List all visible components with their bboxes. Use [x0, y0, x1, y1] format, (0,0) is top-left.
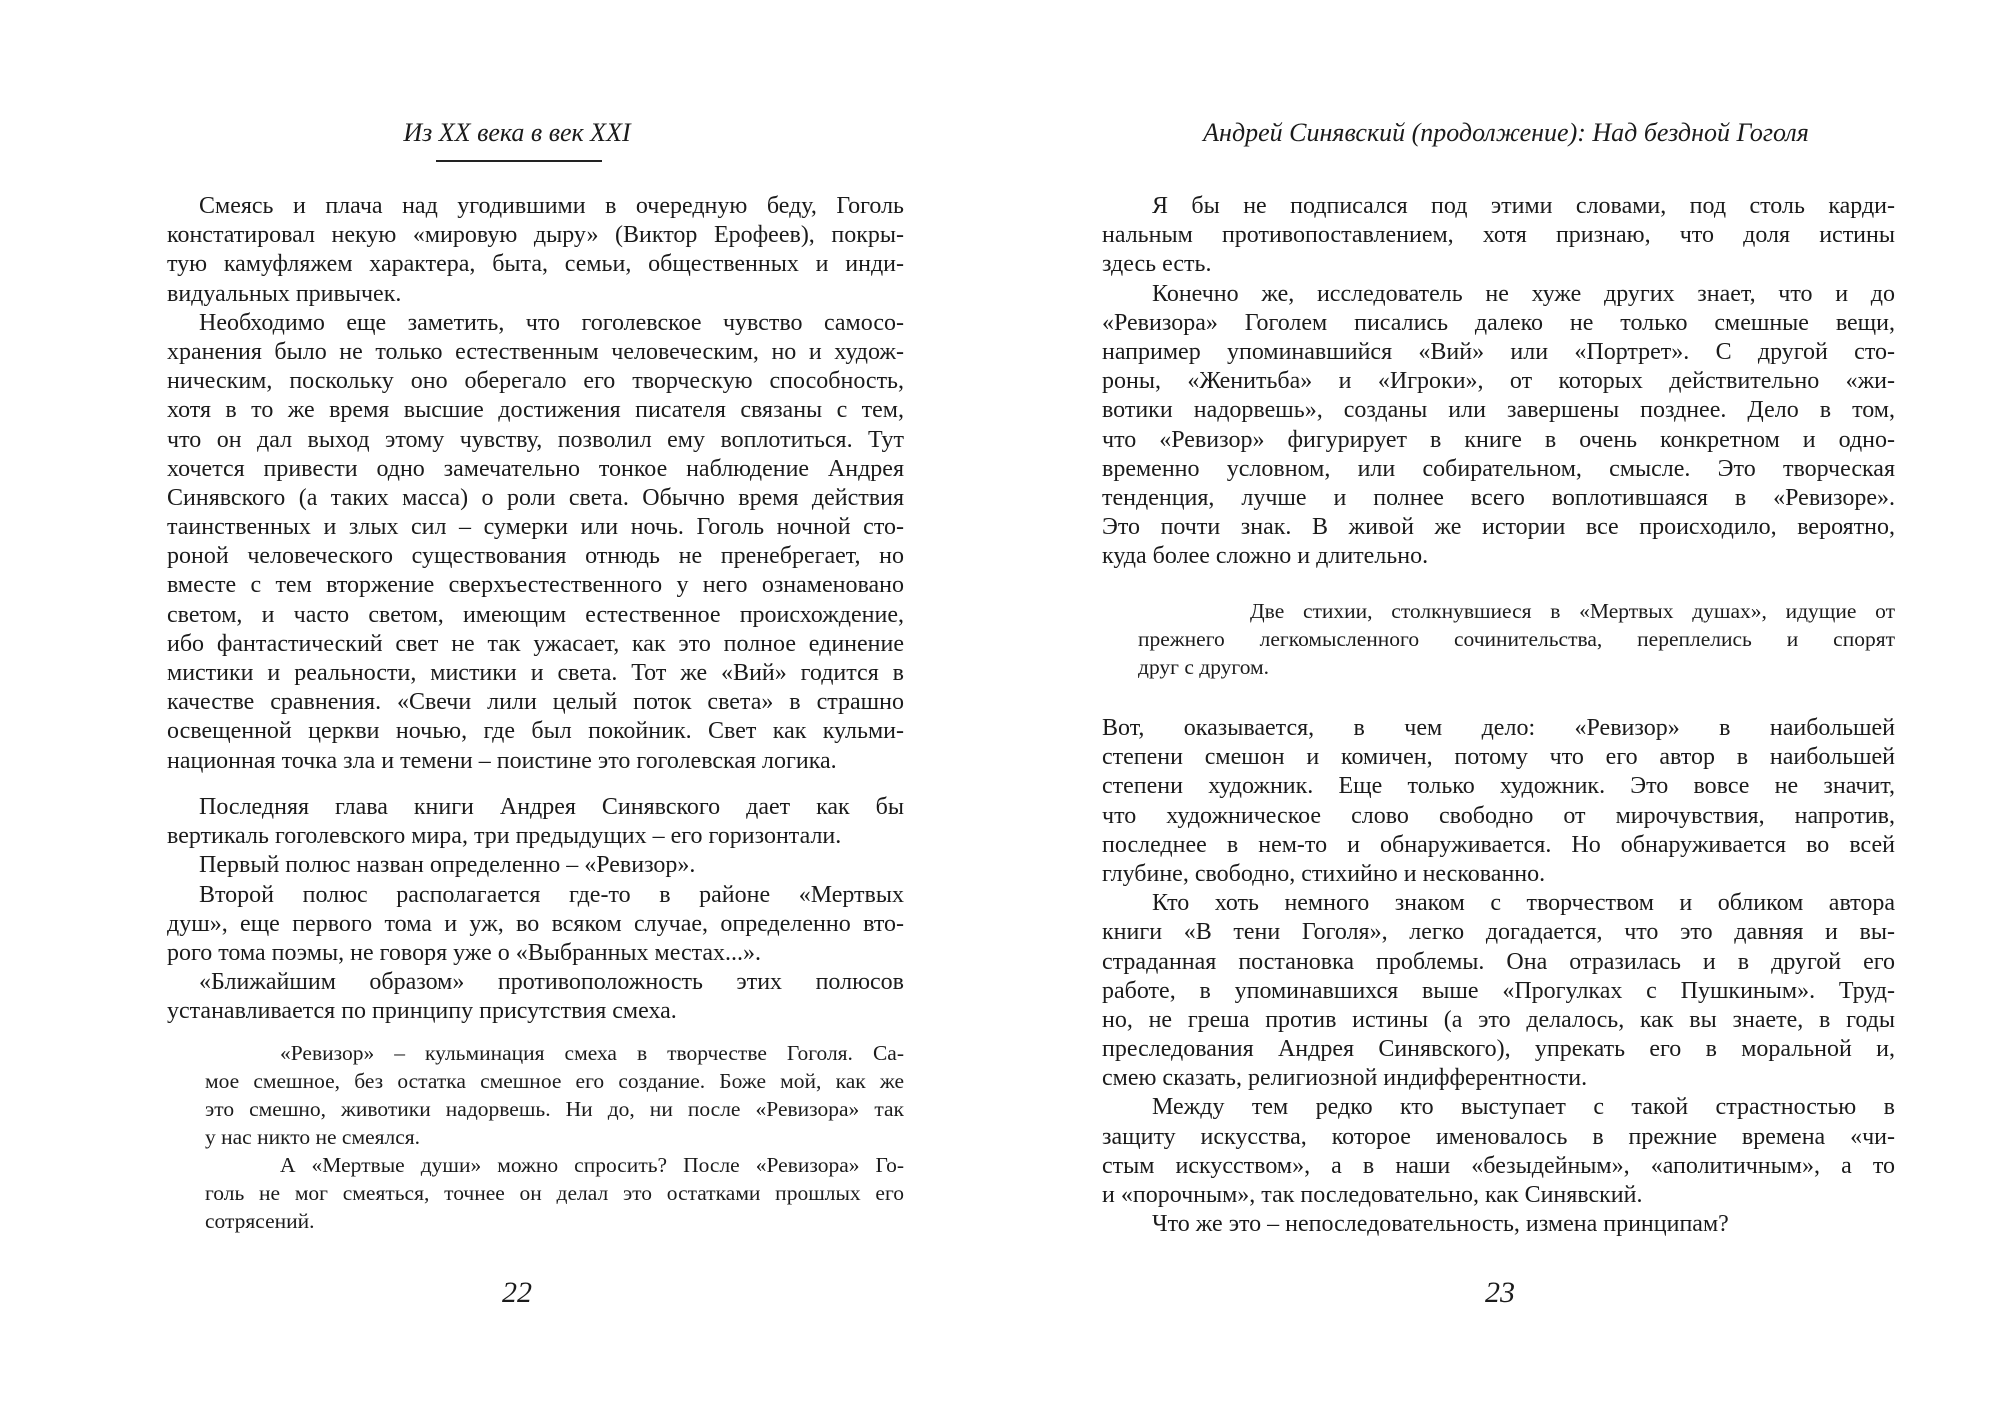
text-line: друг с другом.: [1138, 655, 1270, 679]
text-line: голь не мог смеяться, точнее он делал это остатками прошлых его: [205, 1181, 904, 1205]
text-line: защиту искусства, которое именовалось в прежние времена «чи-: [1102, 1123, 1895, 1150]
running-head: Андрей Синявский (продолжение): Над бездной Гоголя: [1203, 118, 1809, 147]
text-line: у нас никто не смеялся.: [205, 1125, 421, 1149]
text-line: вертикаль гоголевского мира, три предыдущих – его горизонтали.: [167, 823, 842, 850]
text-line: ибо фантастический свет не так ужасает, как это полное единение: [167, 630, 904, 657]
text-line: глубине, свободно, стихийно и нескованно.: [1102, 860, 1546, 887]
text-line: Кто хоть немного знаком с творчеством и обликом автора: [1152, 890, 1895, 917]
text-line: светом, и часто светом, имеющим естественное происхождение,: [167, 601, 904, 628]
text-line: преследования Андрея Синявского), упрекать его в моральной и,: [1102, 1036, 1895, 1063]
text-line: хотя в то же время высшие достижения писателя связаны с тем,: [167, 397, 904, 424]
paragraph: [1102, 1093, 1895, 1210]
text-line: стым искусством», а в наши «безыдейным», «аполитичным», а то: [1102, 1152, 1895, 1179]
text-line: душ», еще первого тома и уж, во всяком случае, определенно вто-: [167, 910, 904, 937]
text-line: устанавливается по принципу присутствия смеха.: [167, 998, 677, 1025]
paragraph: [1102, 192, 1895, 280]
text-line: что он дал выход этому чувству, позволил ему воплотиться. Тут: [167, 426, 904, 453]
text-line: Смеясь и плача над угодившими в очередную беду, Гоголь: [199, 193, 904, 219]
text-line: Вот, оказывается, в чем дело: «Ревизор» в наибольшей: [1102, 715, 1895, 741]
paragraph: [167, 309, 904, 776]
text-line: прежнего легкомысленного сочинительства, переплелись и спорят: [1138, 627, 1895, 651]
text-line: таинственных и злых сил – сумерки или ночь. Гоголь ночной сто-: [167, 514, 904, 541]
text-line: хранения было не только естественным человеческим, но и худож-: [167, 338, 904, 365]
text-line: Между тем редко кто выступает с такой страстностью в: [1152, 1094, 1895, 1121]
text-line: вместе с тем вторжение сверхъестественного у него ознаменовано: [167, 572, 904, 599]
text-line: это смешно, животики надорвешь. Ни до, ни после «Ревизора» так: [205, 1097, 904, 1121]
text-line: работе, в упоминавшихся выше «Прогулках с Пушкиным». Труд-: [1102, 977, 1895, 1004]
text-line: смею сказать, религиозной индифферентности.: [1102, 1065, 1588, 1092]
text-line: качестве сравнения. «Свечи лили целый поток света» в страшно: [167, 689, 904, 716]
text-line: степени художник. Еще только художник. Это вовсе не значит,: [1102, 773, 1895, 800]
text-line: Две стихии, столкнувшиеся в «Мертвых душах», идущие от: [1250, 599, 1895, 623]
text-line: последнее в нем-то и обнаруживается. Но обнаруживается во всей: [1102, 831, 1895, 858]
page-number: 23: [1485, 1276, 1515, 1309]
body-block: [167, 793, 904, 1027]
text-line: сотрясений.: [205, 1209, 315, 1233]
text-line: «Ревизора» Гоголем писались далеко не только смешные вещи,: [1102, 309, 1895, 336]
running-head: Из XX века в век XXI: [403, 118, 631, 147]
header-rule: [436, 160, 602, 162]
paragraph: [167, 793, 904, 851]
paragraph: [205, 1151, 904, 1235]
body-block: [167, 192, 904, 776]
text-line: Первый полюс назван определенно – «Ревизор».: [199, 852, 696, 879]
paragraph: [1102, 714, 1895, 889]
body-block: [1102, 714, 1895, 1239]
text-line: что художническое слово свободно от мирочувствия, напротив,: [1102, 802, 1895, 829]
text-line: куда более сложно и длительно.: [1102, 543, 1429, 570]
page-number: 22: [502, 1276, 532, 1309]
text-line: констатировал некую «мировую дыру» (Виктор Ерофеев), покры-: [167, 222, 904, 249]
text-line: тенденция, лучше и полнее всего воплотившаяся в «Ревизоре».: [1102, 484, 1895, 511]
paragraph: [167, 968, 904, 1026]
text-line: Я бы не подписался под этими словами, под столь карди-: [1152, 193, 1895, 219]
text-line: мое смешное, без остатка смешное его создание. Боже мой, как же: [205, 1069, 904, 1093]
block-quote: [205, 1039, 904, 1235]
text-line: здесь есть.: [1102, 251, 1212, 278]
text-line: и «порочным», так последовательно, как Синявский.: [1102, 1182, 1643, 1208]
text-line: Необходимо еще заметить, что гоголевское чувство самосо-: [199, 309, 904, 336]
text-line: мистики и реальности, мистики и света. Тот же «Вий» годится в: [167, 660, 904, 686]
text-line: ническим, поскольку оно оберегало его творческую способность,: [167, 368, 904, 395]
text-line: «Ревизор» – кульминация смеха в творчестве Гоголя. Са-: [280, 1041, 904, 1065]
text-line: временно условном, или собирательном, смысле. Это творческая: [1102, 455, 1895, 482]
text-line: степени смешон и комичен, потому что его автор в наибольшей: [1102, 744, 1895, 771]
text-line: но, не греша против истины (а это делалось, как вы знаете, в годы: [1102, 1006, 1895, 1033]
block-quote: [1138, 597, 1895, 681]
body-block: [1102, 192, 1895, 571]
text-line: Это почти знак. В живой же истории все происходило, вероятно,: [1102, 514, 1895, 541]
text-line: Что же это – непоследовательность, измена принципам?: [1152, 1211, 1729, 1238]
text-line: Второй полюс располагается где-то в районе «Мертвых: [199, 881, 904, 908]
text-line: освещенной церкви ночью, где был покойник. Свет как кульми-: [167, 718, 904, 745]
paragraph: [1102, 889, 1895, 1093]
text-line: роной человеческого существования отнюдь не пренебрегает, но: [167, 543, 904, 570]
text-line: «Ближайшим образом» противоположность этих полюсов: [199, 969, 904, 996]
paragraph: [1102, 280, 1895, 572]
text-line: хочется привести одно замечательно тонкое наблюдение Андрея: [167, 455, 904, 482]
text-line: например упоминавшийся «Вий» или «Портрет». С другой сто-: [1102, 338, 1895, 365]
text-line: книги «В тени Гоголя», легко догадается, что это давняя и вы-: [1102, 919, 1895, 946]
text-line: видуальных привычек.: [167, 280, 402, 307]
text-line: Конечно же, исследователь не хуже других знает, что и до: [1152, 280, 1895, 307]
paragraph: [1138, 597, 1895, 681]
text-line: рого тома поэмы, не говоря уже о «Выбранных местах...».: [167, 939, 762, 966]
text-line: А «Мертвые души» можно спросить? После «Ревизора» Го-: [280, 1153, 904, 1177]
text-line: вотики надорвешь», созданы или завершены позднее. Дело в том,: [1102, 397, 1895, 424]
paragraph: [167, 851, 904, 880]
text-line: Синявского (а таких масса) о роли света. Обычно время действия: [167, 484, 904, 511]
paragraph: [205, 1039, 904, 1151]
text-line: тую камуфляжем характера, быта, семьи, общественных и инди-: [167, 251, 904, 278]
paragraph: [167, 192, 904, 309]
paragraph: [1102, 1210, 1895, 1239]
right-page: [1000, 0, 2000, 1407]
text-line: что «Ревизор» фигурирует в книге в очень конкретном и одно-: [1102, 426, 1895, 453]
text-line: страданная постановка проблемы. Она отразилась и в другой его: [1102, 948, 1895, 975]
text-line: роны, «Женитьба» и «Игроки», от которых действительно «жи-: [1102, 368, 1895, 395]
paragraph: [167, 881, 904, 969]
text-line: Последняя глава книги Андрея Синявского дает как бы: [199, 794, 904, 820]
text-line: национная точка зла и темени – поистине это гоголевская логика.: [167, 747, 837, 774]
text-line: нальным противопоставлением, хотя признаю, что доля истины: [1102, 222, 1895, 249]
